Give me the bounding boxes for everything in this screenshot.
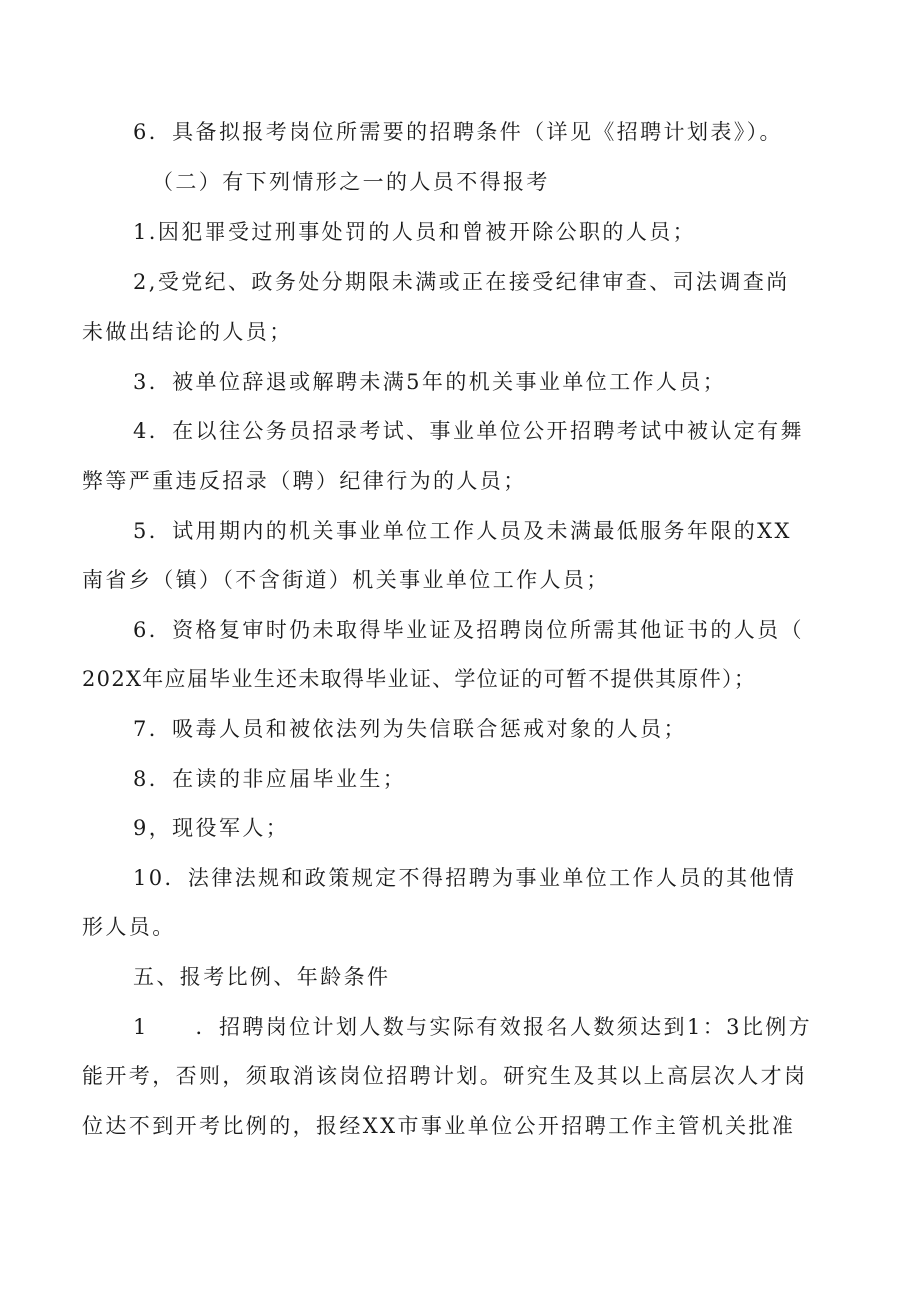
text-line-item-6-qualification: 6．具备拟报考岗位所需要的招聘条件（详见《招聘计划表》）。 [133,120,783,144]
text-line-item-2-cont: 未做出结论的人员； [82,320,293,344]
text-line-item-6-cont: 202X年应届毕业生还未取得毕业证、学位证的可暂不提供其原件）； [82,667,757,691]
text-line-item-10: 10．法律法规和政策规定不得招聘为事业单位工作人员的其他情 [133,866,797,890]
text-line-item-9: 9，现役军人； [133,816,290,840]
text-line-item-5: 5．试用期内的机关事业单位工作人员及未满最低服务年限的XX [133,519,792,543]
text-line-item-6: 6．资格复审时仍未取得毕业证及招聘岗位所需其他证书的人员（ [133,618,804,642]
text-line-item-8: 8．在读的非应届毕业生； [133,767,407,791]
section-heading-ratio-age: 五、报考比例、年龄条件 [133,965,391,989]
text-line-ratio-item-1-cont: 能开考，否则，须取消该岗位招聘计划。研究生及其以上高层次人才岗 [82,1064,808,1088]
text-line-item-4-cont: 弊等严重违反招录（聘）纪律行为的人员； [82,469,527,493]
text-line-item-10-cont: 形人员。 [82,915,176,939]
text-line-item-5-cont: 南省乡（镇）（不含街道）机关事业单位工作人员； [82,568,610,592]
text-line-item-3: 3．被单位辞退或解聘未满5年的机关事业单位工作人员； [133,370,727,394]
text-line-item-1: 1.因犯罪受过刑事处罚的人员和曾被开除公职的人员； [133,220,697,244]
text-line-ratio-item-1-cont-2: 位达不到开考比例的，报经XX市事业单位公开招聘工作主管机关批准 [82,1114,796,1138]
text-line-item-4: 4．在以往公务员招录考试、事业单位公开招聘考试中被认定有舞 [133,419,804,443]
text-line-ratio-item-1: 1 ．招聘岗位计划人数与实际有效报名人数须达到1：3比例方 [133,1015,813,1039]
text-line-item-7: 7．吸毒人员和被依法列为失信联合惩戒对象的人员； [133,717,687,741]
section-heading-excluded-persons: （二）有下列情形之一的人员不得报考 [152,170,550,194]
text-line-item-2: 2,受党纪、政务处分期限未满或正在接受纪律审查、司法调查尚 [133,270,790,294]
